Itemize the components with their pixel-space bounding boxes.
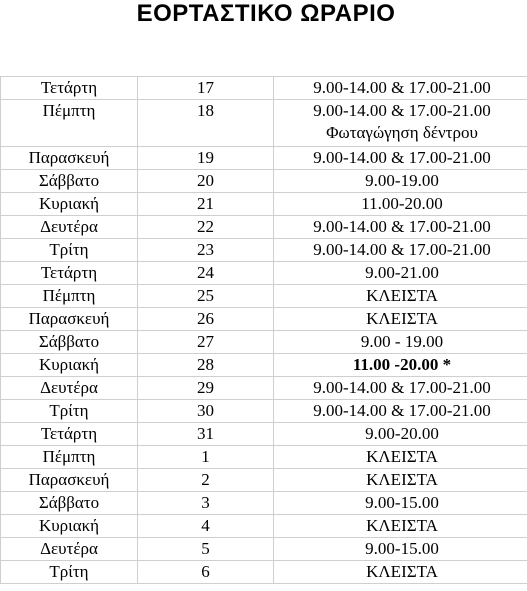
date-cell: 4 bbox=[138, 515, 274, 538]
hours-cell bbox=[274, 285, 527, 308]
hours-text: 9.00-20.00 bbox=[365, 424, 439, 443]
table-row bbox=[1, 216, 527, 239]
hours-cell bbox=[274, 538, 527, 561]
table-row bbox=[1, 561, 527, 584]
hours-text: 9.00-15.00 bbox=[365, 493, 439, 512]
day-cell: Σάββατο bbox=[1, 492, 138, 515]
hours-cell bbox=[274, 262, 527, 285]
hours-cell bbox=[274, 77, 527, 100]
hours-text: 9.00-19.00 bbox=[365, 171, 439, 190]
day-cell: Παρασκευή bbox=[1, 147, 138, 170]
hours-cell bbox=[274, 561, 527, 584]
date-cell: 17 bbox=[138, 77, 274, 100]
date-cell: 19 bbox=[138, 147, 274, 170]
date-cell: 31 bbox=[138, 423, 274, 446]
event-note: Φωταγώγηση δέντρου bbox=[326, 123, 478, 142]
date-cell: 27 bbox=[138, 331, 274, 354]
day-cell: Παρασκευή bbox=[1, 308, 138, 331]
table-row bbox=[1, 77, 527, 100]
date-cell: 25 bbox=[138, 285, 274, 308]
hours-text: 9.00-14.00 & 17.00-21.00 bbox=[313, 240, 491, 259]
hours-text: 9.00-14.00 & 17.00-21.00 bbox=[313, 148, 491, 167]
hours-text: 9.00-21.00 bbox=[365, 263, 439, 282]
table-row bbox=[1, 147, 527, 170]
table-row bbox=[1, 538, 527, 561]
day-cell: Τετάρτη bbox=[1, 423, 138, 446]
hours-text: 9.00 - 19.00 bbox=[360, 332, 444, 351]
date-cell: 21 bbox=[138, 193, 274, 216]
hours-cell bbox=[274, 446, 527, 469]
hours-text: 9.00-14.00 & 17.00-21.00 bbox=[313, 101, 491, 120]
table-row bbox=[1, 308, 527, 331]
day-cell: Τετάρτη bbox=[1, 77, 138, 100]
day-cell: Πέμπτη bbox=[1, 285, 138, 308]
day-cell: Τρίτη bbox=[1, 239, 138, 262]
date-cell: 20 bbox=[138, 170, 274, 193]
day-cell: Παρασκευή bbox=[1, 469, 138, 492]
table-row bbox=[1, 331, 527, 354]
date-cell: 5 bbox=[138, 538, 274, 561]
hours-text: 9.00-15.00 bbox=[365, 539, 439, 558]
table-row bbox=[1, 400, 527, 423]
hours-cell bbox=[274, 423, 527, 446]
hours-cell bbox=[274, 147, 527, 170]
date-cell: 18 bbox=[138, 100, 274, 147]
table-row bbox=[1, 285, 527, 308]
table-row bbox=[1, 492, 527, 515]
hours-text: ΚΛΕΙΣΤΑ bbox=[366, 447, 438, 466]
table-row bbox=[1, 423, 527, 446]
day-cell: Κυριακή bbox=[1, 354, 138, 377]
date-cell: 30 bbox=[138, 400, 274, 423]
table-row bbox=[1, 377, 527, 400]
hours-text: ΚΛΕΙΣΤΑ bbox=[366, 309, 438, 328]
hours-cell bbox=[274, 193, 527, 216]
table-row bbox=[1, 446, 527, 469]
date-cell: 1 bbox=[138, 446, 274, 469]
day-cell: Δευτέρα bbox=[1, 538, 138, 561]
table-row bbox=[1, 469, 527, 492]
day-cell: Σάββατο bbox=[1, 170, 138, 193]
day-cell: Δευτέρα bbox=[1, 216, 138, 239]
day-cell: Κυριακή bbox=[1, 515, 138, 538]
hours-text: 9.00-14.00 & 17.00-21.00 bbox=[313, 378, 491, 397]
hours-cell bbox=[274, 100, 527, 147]
day-cell: Τρίτη bbox=[1, 561, 138, 584]
page-title: ΕΟΡΤΑΣΤΙΚΟ ΩΡΑΡΙΟ bbox=[136, 0, 396, 27]
hours-cell bbox=[274, 170, 527, 193]
day-cell: Πέμπτη bbox=[1, 446, 138, 469]
schedule-body bbox=[1, 77, 527, 584]
hours-text: 11.00 -20.00 * bbox=[352, 355, 452, 374]
date-cell: 2 bbox=[138, 469, 274, 492]
hours-text: 9.00-14.00 & 17.00-21.00 bbox=[313, 217, 491, 236]
hours-text: ΚΛΕΙΣΤΑ bbox=[366, 516, 438, 535]
hours-cell bbox=[274, 515, 527, 538]
hours-text: ΚΛΕΙΣΤΑ bbox=[366, 470, 438, 489]
hours-cell bbox=[274, 400, 527, 423]
hours-text: 11.00-20.00 bbox=[361, 194, 443, 213]
date-cell: 23 bbox=[138, 239, 274, 262]
hours-text: 9.00-14.00 & 17.00-21.00 bbox=[313, 78, 491, 97]
date-cell: 26 bbox=[138, 308, 274, 331]
date-cell: 24 bbox=[138, 262, 274, 285]
table-row bbox=[1, 100, 527, 147]
table-row bbox=[1, 515, 527, 538]
hours-cell bbox=[274, 377, 527, 400]
hours-cell bbox=[274, 354, 527, 377]
table-row bbox=[1, 193, 527, 216]
hours-cell bbox=[274, 216, 527, 239]
day-cell: Πέμπτη bbox=[1, 100, 138, 147]
hours-cell bbox=[274, 469, 527, 492]
hours-text: ΚΛΕΙΣΤΑ bbox=[366, 562, 438, 581]
day-cell: Δευτέρα bbox=[1, 377, 138, 400]
table-row bbox=[1, 239, 527, 262]
day-cell: Κυριακή bbox=[1, 193, 138, 216]
date-cell: 28 bbox=[138, 354, 274, 377]
hours-text: ΚΛΕΙΣΤΑ bbox=[366, 286, 438, 305]
hours-cell bbox=[274, 492, 527, 515]
table-row bbox=[1, 170, 527, 193]
date-cell: 29 bbox=[138, 377, 274, 400]
table-row bbox=[1, 354, 527, 377]
table-row bbox=[1, 262, 527, 285]
hours-cell bbox=[274, 308, 527, 331]
date-cell: 6 bbox=[138, 561, 274, 584]
hours-text: 9.00-14.00 & 17.00-21.00 bbox=[313, 401, 491, 420]
day-cell: Τρίτη bbox=[1, 400, 138, 423]
day-cell: Τετάρτη bbox=[1, 262, 138, 285]
holiday-hours-table bbox=[0, 76, 527, 584]
date-cell: 3 bbox=[138, 492, 274, 515]
date-cell: 22 bbox=[138, 216, 274, 239]
hours-cell bbox=[274, 331, 527, 354]
hours-cell bbox=[274, 239, 527, 262]
day-cell: Σάββατο bbox=[1, 331, 138, 354]
